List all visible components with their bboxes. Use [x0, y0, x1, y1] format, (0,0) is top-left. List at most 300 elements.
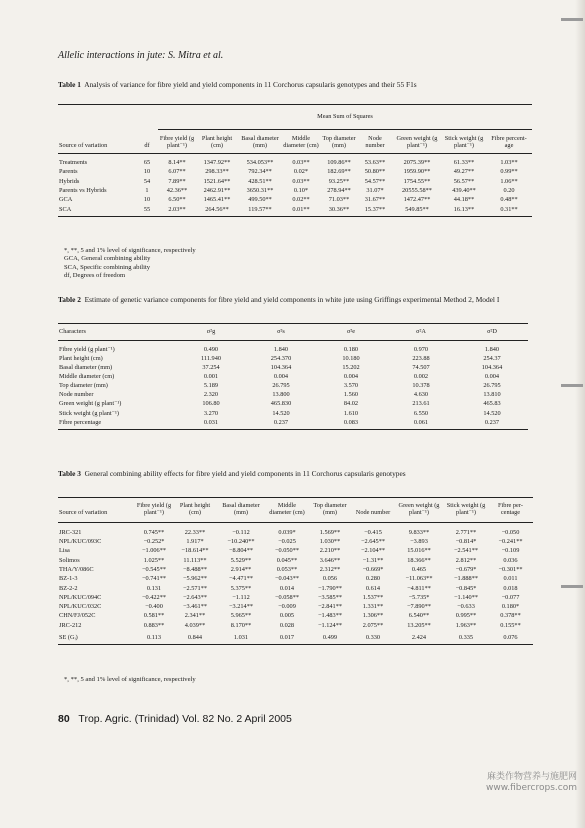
table1-notes	[64, 247, 196, 281]
table-cell: 9.833**	[408, 528, 430, 536]
row-label: Fibre yield (g plant⁻¹)	[59, 345, 115, 353]
table-cell: 0.490	[203, 345, 219, 353]
table-cell: −10.240**	[227, 538, 255, 546]
table-cell: 74.507	[412, 364, 430, 372]
table1-caption	[58, 80, 528, 89]
table-cell: 111.940	[201, 354, 221, 362]
table-cell: 6.550	[413, 409, 429, 417]
table-cell: −0.109	[501, 547, 520, 555]
table-cell: 0.20	[503, 186, 515, 194]
column-header: Stick weight (g plant⁻¹)	[442, 130, 486, 154]
table-cell: 0.002	[413, 373, 429, 381]
table-row	[58, 400, 528, 409]
table-cell: 15.202	[342, 364, 360, 372]
table-cell: 49.27**	[453, 168, 475, 176]
table-cell: 0.056	[322, 575, 338, 583]
table-cell: 1	[145, 186, 149, 194]
scan-mark	[561, 18, 583, 21]
table-cell: 2.210**	[319, 547, 341, 555]
table-cell: 22.33**	[184, 528, 206, 536]
table-cell: 0.499	[308, 630, 352, 645]
table-cell: 109.86**	[327, 158, 351, 166]
table-row	[58, 611, 533, 620]
table-cell: 54.57**	[364, 177, 386, 185]
table-cell: −0.741**	[141, 575, 167, 583]
table-cell: 0.001	[203, 373, 219, 381]
table-cell: 71.03**	[328, 196, 350, 204]
row-label: Stick weight (g plant⁻¹)	[59, 409, 119, 417]
table-cell: 5.189	[203, 382, 219, 390]
row-label: BZ-2-2	[59, 584, 78, 592]
header-row	[58, 130, 532, 154]
column-header: Fibre per-centage	[488, 498, 533, 523]
table-cell: 20555.58**	[402, 186, 432, 194]
table-cell: 0.02*	[293, 168, 309, 176]
column-header: Middle diameter (cm)	[282, 130, 320, 154]
table-cell: 3.270	[203, 409, 219, 417]
table-cell: −0.633	[457, 603, 475, 611]
table-cell: 10.378	[412, 382, 430, 390]
table-row	[58, 565, 533, 574]
table-cell: 254.37	[483, 354, 501, 362]
row-label: Top diameter (mm)	[59, 382, 108, 390]
table-row	[58, 593, 533, 602]
table-cell: 6.50**	[168, 196, 186, 204]
table-cell: 0.48**	[500, 196, 518, 204]
table-cell: 298.33**	[205, 168, 229, 176]
table-cell: −1.124**	[317, 621, 343, 629]
table-cell: 8.14**	[168, 158, 186, 166]
table-cell: 1.031	[216, 630, 266, 645]
table-cell: −4.471**	[228, 575, 254, 583]
table-row	[58, 363, 528, 372]
table-row	[58, 602, 533, 611]
table-cell: 8.170**	[230, 621, 252, 629]
table-cell: −0.058**	[274, 593, 300, 601]
table-cell: 0.004	[484, 373, 500, 381]
table-cell: −0.669*	[362, 565, 384, 573]
header-row	[58, 498, 533, 523]
table-row	[58, 522, 533, 537]
table2-label: Table 2	[58, 295, 81, 304]
column-header: Node number	[352, 498, 394, 523]
row-label: Lisa	[59, 547, 70, 555]
table-row	[58, 418, 528, 430]
table-cell: 0.970	[413, 345, 429, 353]
column-header: Characters	[58, 324, 176, 341]
row-label: JRC-321	[59, 528, 82, 536]
table-cell: −2.571**	[182, 584, 208, 592]
table-cell: 792.34**	[248, 168, 272, 176]
table-cell: 0.155**	[500, 621, 521, 629]
site-watermark	[486, 772, 577, 794]
table-cell: 2.424	[394, 630, 444, 645]
table-cell: −0.400	[145, 603, 163, 611]
table-cell: 1754.55**	[403, 177, 431, 185]
table-cell: 2.812**	[455, 556, 477, 564]
table-cell: 0.844	[174, 630, 216, 645]
table-cell: 0.03**	[292, 177, 310, 185]
table-cell: 50.80**	[364, 168, 386, 176]
table-cell: −0.050	[501, 528, 520, 536]
note: GCA, General combining ability	[64, 255, 151, 263]
table-cell: −3.585**	[317, 593, 343, 601]
row-label: SE (Gᵢ)	[58, 630, 134, 645]
table-cell: 1.560	[343, 391, 359, 399]
table-cell: −2.645**	[360, 538, 386, 546]
table-cell: 3.570	[343, 382, 359, 390]
table-row	[58, 537, 533, 546]
table3-notes	[64, 676, 196, 684]
table-cell: 61.33**	[453, 158, 475, 166]
table-cell: 0.01**	[282, 205, 320, 217]
header-row	[58, 324, 528, 341]
table-cell: −0.545**	[141, 565, 167, 573]
table-cell: 1.331**	[362, 603, 384, 611]
table-cell: 0.745**	[143, 528, 165, 536]
table-cell: 254.370	[270, 354, 292, 362]
table-cell: −0.252*	[143, 538, 165, 546]
table-row	[58, 195, 532, 204]
table-cell: 1.569**	[319, 528, 341, 536]
table-cell: 0.237	[456, 418, 528, 430]
table-cell: 10	[143, 196, 151, 204]
table-cell: 0.180	[343, 345, 359, 353]
column-header: Node number	[358, 130, 392, 154]
table-cell: 30.36**	[320, 205, 358, 217]
table-cell: 1.840	[484, 345, 500, 353]
table-cell: 84.02	[343, 400, 359, 408]
column-header: Top diameter (mm)	[320, 130, 358, 154]
table-row	[58, 354, 528, 363]
row-label: Hybrids	[59, 177, 80, 185]
table-cell: 5.375**	[230, 584, 252, 592]
table-cell: −1.888**	[453, 575, 479, 583]
column-header: Fibre percent-age	[486, 130, 532, 154]
note: SCA, Specific combining ability	[64, 263, 151, 271]
row-label: Parents vs Hybrids	[59, 186, 107, 194]
se-row	[58, 630, 533, 645]
table-cell: 0.113	[134, 630, 174, 645]
table-cell: −1.112	[232, 593, 250, 601]
table3-gca-effects	[58, 497, 533, 645]
column-header: σ²e	[316, 324, 386, 341]
table-cell: 14.520	[483, 409, 501, 417]
table-cell: −18.614**	[181, 547, 209, 555]
table-cell: −0.050**	[274, 547, 300, 555]
row-label: JRC-212	[59, 621, 82, 629]
table-cell: 31.07*	[366, 186, 384, 194]
scan-mark	[561, 585, 583, 588]
table-cell: 0.028	[279, 621, 295, 629]
table-row	[58, 556, 533, 565]
table-cell: 0.061	[386, 418, 456, 430]
column-header: df	[136, 130, 158, 154]
table-row	[58, 574, 533, 583]
table-cell: −1.483**	[317, 612, 343, 620]
table-cell: −1.31**	[362, 556, 384, 564]
note: df, Degrees of freedom	[64, 272, 126, 280]
table-cell: 1472.47**	[403, 196, 431, 204]
table-cell: 0.237	[246, 418, 316, 430]
table-cell: 1347.92**	[203, 158, 231, 166]
table-row	[58, 621, 533, 630]
table-cell: 10	[143, 168, 151, 176]
table-cell: 14.520	[272, 409, 290, 417]
table-cell: 0.03**	[292, 158, 310, 166]
column-header: σ²D	[456, 324, 528, 341]
column-header: Fibre yield (g plant⁻¹)	[158, 130, 196, 154]
table-cell: 106.80	[202, 400, 220, 408]
row-label: CHN/FJ/052C	[59, 612, 96, 620]
table-cell: 26.795	[483, 382, 501, 390]
table1-anova	[58, 104, 532, 217]
table-cell: 11.113**	[183, 556, 207, 564]
table-cell: 0.018	[503, 584, 518, 592]
table-cell: 0.335	[444, 630, 488, 645]
page-number: 80	[58, 713, 70, 725]
column-header: Source of variation	[58, 130, 136, 154]
table-cell: 104.364	[481, 364, 503, 372]
table-cell: −2.104**	[360, 547, 386, 555]
table-cell: 0.581**	[143, 612, 165, 620]
table-cell: 0.076	[488, 630, 533, 645]
table-cell: 1465.41**	[203, 196, 231, 204]
table-cell: 0.31**	[486, 205, 532, 217]
column-header: σ²s	[246, 324, 316, 341]
table-cell: 2.075**	[362, 621, 384, 629]
table-cell: −2.541**	[453, 547, 479, 555]
table-cell: 119.57**	[238, 205, 282, 217]
table-cell: 0.614	[365, 584, 381, 592]
table-cell: 1.917*	[186, 538, 204, 546]
table-cell: 2.914**	[230, 565, 252, 573]
table-cell: 0.465	[411, 565, 427, 573]
table-cell: 2075.39**	[403, 158, 431, 166]
table-cell: 2462.91**	[203, 186, 231, 194]
table3-caption-text: General combining ability effects for fibre yield and yield components in 11 Corchorus capsularis genotypes	[84, 469, 406, 478]
table-cell: 1.840	[273, 345, 289, 353]
row-label: GCA	[59, 196, 73, 204]
table-cell: 2.312**	[319, 565, 341, 573]
journal-citation: Trop. Agric. (Trinidad) Vol. 82 No. 2 April 2005	[78, 713, 292, 725]
table-cell: 499.50**	[248, 196, 272, 204]
column-header: σ²g	[176, 324, 246, 341]
watermark-line: www.fibercrops.com	[486, 783, 577, 793]
table-cell: 0.031	[176, 418, 246, 430]
table-cell: 13.800	[272, 391, 290, 399]
table-cell: −1.790**	[317, 584, 343, 592]
table-cell: 13.810	[483, 391, 501, 399]
table-cell: 4.039**	[184, 621, 206, 629]
table-cell: 1521.64**	[203, 177, 231, 185]
table-cell: 2.320	[203, 391, 219, 399]
table1-caption-text: Analysis of variance for fibre yield and yield components in 11 Corchorus capsularis genotypes and their 55 F1s	[84, 80, 417, 89]
table-cell: 465.83	[483, 400, 501, 408]
table2-variance-components	[58, 323, 528, 430]
table-row	[58, 409, 528, 418]
row-label: Parents	[59, 168, 78, 176]
table-cell: 56.57**	[453, 177, 475, 185]
table-cell: −1.140**	[453, 593, 479, 601]
column-header: Basal diameter (mm)	[216, 498, 266, 523]
table-cell: 0.011	[503, 575, 518, 583]
table-cell: 0.053**	[276, 565, 298, 573]
row-label: Plant height (cm)	[59, 354, 103, 362]
table-cell: 2.03**	[158, 205, 196, 217]
table-cell: 5.965**	[230, 612, 252, 620]
table-cell: 0.378**	[500, 612, 521, 620]
row-label: Treatments	[59, 158, 88, 166]
table-row	[58, 381, 528, 390]
table-cell: 18.366**	[407, 556, 431, 564]
column-header: Green weight (g plant⁻¹)	[394, 498, 444, 523]
row-label: Node number	[59, 391, 94, 399]
running-head: Allelic interactions in jute: S. Mitra et al.	[58, 50, 224, 61]
table-cell: −0.845*	[455, 584, 477, 592]
table-row	[58, 584, 533, 593]
table-cell: 1.306**	[362, 612, 384, 620]
column-header: Stick weight (g plant⁻¹)	[444, 498, 488, 523]
row-label: Basal diameter (mm)	[59, 364, 113, 372]
table-cell: −8.804**	[228, 547, 254, 555]
row-label: Fibre percentage	[58, 418, 176, 430]
column-header: Top diameter (mm)	[308, 498, 352, 523]
table-row	[58, 372, 528, 381]
table-cell: 0.045**	[276, 556, 298, 564]
row-label: NPL/KUC/032C	[59, 603, 102, 611]
column-header: Middle diameter (cm)	[266, 498, 308, 523]
table-cell: −3.214**	[228, 603, 254, 611]
row-label: NPL/KUC/093C	[59, 538, 102, 546]
scan-mark	[561, 384, 583, 387]
table-cell: 0.99**	[500, 168, 518, 176]
table-cell: 0.883**	[143, 621, 165, 629]
table-cell: −0.422**	[141, 593, 167, 601]
table-cell: 15.37**	[358, 205, 392, 217]
table-cell: 0.10*	[293, 186, 309, 194]
table-row	[58, 177, 532, 186]
table-cell: 26.795	[272, 382, 290, 390]
table2-caption-text: Estimate of genetic variance components for fibre yield and yield components in white jute using Griffings experimental Method 2, Model I	[84, 295, 500, 304]
table-cell: −0.009	[278, 603, 296, 611]
table-cell: 0.131	[146, 584, 162, 592]
table-cell: 10.180	[342, 354, 360, 362]
watermark-line: 麻类作物营养与施肥网	[486, 772, 577, 782]
table-cell: 264.56**	[196, 205, 238, 217]
table-cell: 0.083	[316, 418, 386, 430]
table1-label: Table 1	[58, 80, 81, 89]
row-label: BZ-1-3	[59, 575, 78, 583]
table-cell: 16.13**	[442, 205, 486, 217]
table-cell: −0.241**	[498, 538, 523, 546]
table-cell: 0.180*	[501, 603, 520, 611]
row-label: SCA	[58, 205, 136, 217]
table-cell: 6.540**	[408, 612, 430, 620]
table-cell: 44.18**	[453, 196, 475, 204]
row-label: Green weight (g plant⁻¹)	[59, 400, 122, 408]
table-cell: 1.025**	[143, 556, 165, 564]
column-header: Fibre yield (g plant⁻¹)	[134, 498, 174, 523]
table-cell: −1.006**	[141, 547, 167, 555]
table-cell: −3.461**	[182, 603, 208, 611]
table-cell: 1.963**	[455, 621, 477, 629]
note: *, **, 5 and 1% level of significance, respectively	[64, 247, 196, 254]
column-header: Source of variation	[58, 498, 134, 523]
table-cell: 31.67**	[364, 196, 386, 204]
table-cell: −4.811**	[407, 584, 431, 592]
column-header: Green weight (g plant⁻¹)	[392, 130, 442, 154]
table-cell: 182.69**	[327, 168, 351, 176]
table-cell: 1.537**	[362, 593, 384, 601]
table-cell: −3.893	[410, 538, 428, 546]
table-cell: −0.301**	[498, 565, 523, 573]
row-label: Solimos	[59, 556, 80, 564]
note: *, **, 5 and 1% level of significance, respectively	[64, 676, 196, 683]
table-cell: 2.341**	[184, 612, 206, 620]
column-header: Basal diameter (mm)	[238, 130, 282, 154]
table-cell: −7.890**	[406, 603, 432, 611]
table-cell: 0.014	[279, 584, 295, 592]
table-cell: −0.043**	[274, 575, 300, 583]
table-row	[58, 167, 532, 176]
table-cell: 0.02**	[292, 196, 310, 204]
table-cell: 278.94**	[327, 186, 351, 194]
table-cell: −5.962**	[182, 575, 208, 583]
table-cell: 4.630	[413, 391, 429, 399]
table-cell: −5.735*	[408, 593, 430, 601]
table-cell: −11.063**	[405, 575, 433, 583]
table-cell: 1.030**	[319, 538, 341, 546]
table-cell: 55	[136, 205, 158, 217]
table-cell: 53.63**	[364, 158, 386, 166]
table-row	[58, 390, 528, 399]
table-cell: 37.254	[202, 364, 220, 372]
column-header: Plant height (cm)	[196, 130, 238, 154]
table-cell: 0.004	[273, 373, 289, 381]
table-cell: −0.679*	[455, 565, 477, 573]
table-cell: 1.610	[343, 409, 359, 417]
row-label: THA/Y/086C	[59, 565, 94, 573]
column-header: Plant height (cm)	[174, 498, 216, 523]
table-cell: 0.005	[279, 612, 295, 620]
table-cell: 428.51**	[248, 177, 272, 185]
page-footer	[58, 713, 292, 725]
table-cell: 1959.90**	[403, 168, 431, 176]
table-cell: 1.06**	[500, 177, 518, 185]
table-cell: 0.280	[365, 575, 381, 583]
table-cell: 54	[143, 177, 151, 185]
table-cell: −8.488**	[182, 565, 208, 573]
table-cell: 93.25**	[328, 177, 350, 185]
table3-caption	[58, 469, 528, 478]
table-cell: −2.841**	[317, 603, 343, 611]
row-label: NPL/KUC/094C	[59, 593, 102, 601]
table-row	[58, 153, 532, 167]
table-cell: 0.036	[503, 556, 518, 564]
scan-edge-shadow	[575, 0, 585, 828]
table-cell: −0.025	[278, 538, 296, 546]
table-cell: 2.771**	[455, 528, 477, 536]
table-cell: −0.415	[364, 528, 382, 536]
table-cell: −0.112	[232, 528, 250, 536]
table-cell: 3650.31**	[246, 186, 274, 194]
table-cell: 6.07**	[168, 168, 186, 176]
table-cell: 0.017	[266, 630, 308, 645]
row-label: Middle diameter (cm)	[59, 373, 115, 381]
table-row	[58, 546, 533, 555]
table-cell: 42.36**	[166, 186, 188, 194]
